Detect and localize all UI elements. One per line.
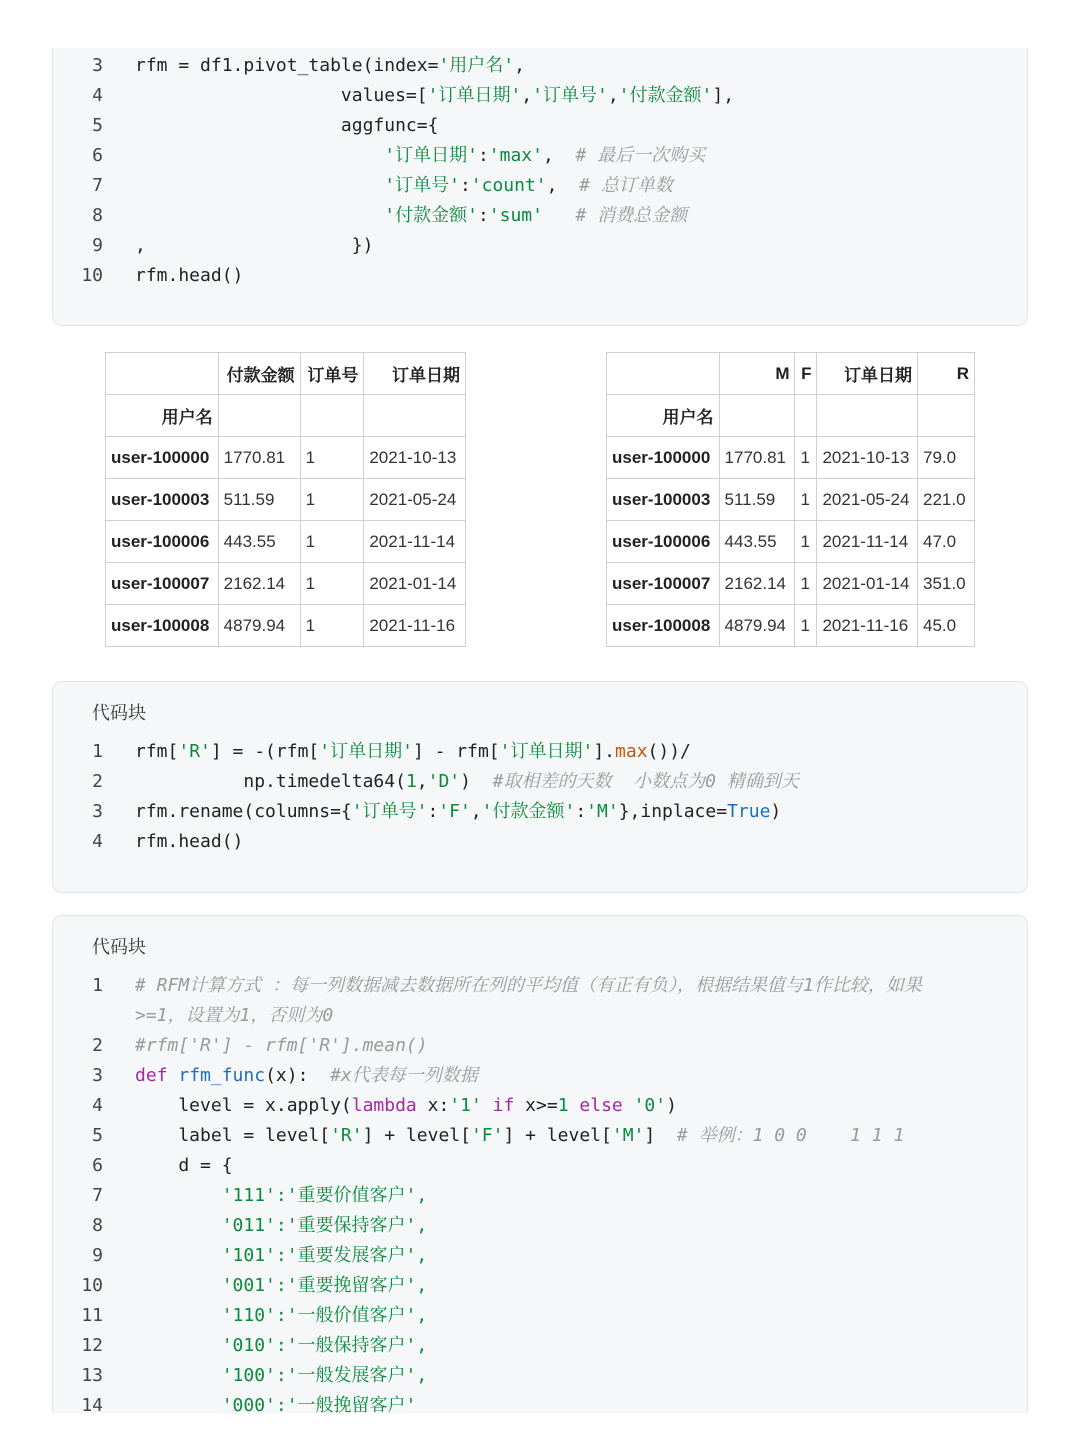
code-text: d = { [135, 1155, 233, 1176]
column-header: F [795, 353, 817, 395]
table-header-row [607, 353, 975, 395]
code-text: '订单日期':'max', # 最后一次购买 [384, 145, 706, 166]
code-text: '付款金额':'sum' # 消费总金额 [384, 205, 688, 226]
code-text: '100':'一般发展客户', [135, 1365, 428, 1386]
table-row [106, 521, 466, 563]
table-cell: 1 [300, 521, 364, 563]
code-text: rfm.head() [135, 265, 244, 286]
table-cell: 443.55 [218, 521, 300, 563]
code-text: rfm = df1.pivot_table(index='用户名', [135, 55, 525, 76]
table-cell: 511.59 [218, 479, 300, 521]
table-cell: 1 [300, 437, 364, 479]
empty-cell [817, 395, 918, 437]
code-text: '000':'一般挽留客户' [135, 1395, 417, 1413]
table-cell: 2021-11-14 [817, 521, 918, 563]
table-cell: 2021-01-14 [364, 563, 466, 605]
table-cell: 2021-05-24 [364, 479, 466, 521]
code-block-rfm-func: 代码块 1 # RFM计算方式 ：每一列数据减去数据所在列的平均值（有正有负），根据结果值与1作比较，如果 >=1，设置为1，否则为0 2 #rfm['R'] - rfm['R'].mean() 3 def rfm_func(x): #x代表每一列数据 4 level = x.apply(lambda x:'1' if x>=1 else '0') 5 label = level['R'] + level['F'] + level['M'] # 举例：1 0 0 1 1 1 6 d = { 7 '111':'重要价值客户', 8 '011':'重要保持客户', 9 '101':'重要发展客户', 10 '001':'重要挽留客户', 11 '110':'一般价值客户', 12 '010':'一般保持客户', 13 '100':'一般发展客户', 14 '000':'一般挽留客户' [52, 915, 1028, 1413]
code-text: def rfm_func(x): #x代表每一列数据 [135, 1065, 478, 1086]
table-cell: 2021-10-13 [364, 437, 466, 479]
code-text: '001':'重要挽留客户', [135, 1275, 428, 1296]
code-text: '111':'重要价值客户', [135, 1185, 428, 1206]
empty-cell [918, 395, 975, 437]
table-cell: 1770.81 [719, 437, 795, 479]
table-cell: 2021-10-13 [817, 437, 918, 479]
table-row [106, 437, 466, 479]
table-cell: 1 [300, 563, 364, 605]
empty-cell [300, 395, 364, 437]
code-text: values=['订单日期','订单号','付款金额'], [135, 85, 735, 106]
row-index: user-100000 [607, 437, 720, 479]
table-row [106, 563, 466, 605]
code-text: '011':'重要保持客户', [135, 1215, 428, 1236]
code-text: np.timedelta64(1,'D') #取相差的天数 小数点为0 精确到天 [135, 771, 799, 792]
table-cell: 1 [300, 605, 364, 647]
table-cell: 1 [795, 563, 817, 605]
empty-cell [364, 395, 466, 437]
column-header: 订单日期 [364, 353, 466, 395]
table-cell: 351.0 [918, 563, 975, 605]
code-block-pivot: 3 rfm = df1.pivot_table(index='用户名', 4 values=['订单日期','订单号','付款金额'], 5 aggfunc={ 6 '订单日期':'max', # 最后一次购买 7 '订单号':'count', # 总订单数 8 '付款金额':'sum' # 消费总金额 9 , }) 10 rfm.head() [52, 48, 1028, 326]
row-index: user-100003 [106, 479, 219, 521]
code-block-title: 代码块 [92, 937, 146, 958]
dataframe-table-rfm [606, 352, 975, 647]
code-text: label = level['R'] + level['F'] + level['M'] # 举例：1 0 0 1 1 1 [135, 1125, 905, 1146]
table-row [607, 563, 975, 605]
index-name-row [607, 395, 975, 437]
column-header: 订单号 [300, 353, 364, 395]
table-cell: 45.0 [918, 605, 975, 647]
corner-cell [607, 353, 720, 395]
table-cell: 4879.94 [719, 605, 795, 647]
table-row [106, 605, 466, 647]
table-cell: 443.55 [719, 521, 795, 563]
table-row [607, 605, 975, 647]
row-index: user-100007 [607, 563, 720, 605]
table-cell: 511.59 [719, 479, 795, 521]
table-cell: 1 [795, 479, 817, 521]
table-cell: 1 [300, 479, 364, 521]
table-cell: 79.0 [918, 437, 975, 479]
table-cell: 1 [795, 605, 817, 647]
code-comment: # RFM计算方式 ：每一列数据减去数据所在列的平均值（有正有负），根据结果值与1作比较，如果 [135, 975, 922, 996]
column-header: M [719, 353, 795, 395]
index-name: 用户名 [607, 395, 720, 437]
row-index: user-100008 [106, 605, 219, 647]
row-index: user-100006 [106, 521, 219, 563]
code-comment: >=1，设置为1，否则为0 [135, 1005, 334, 1026]
code-text: '110':'一般价值客户', [135, 1305, 428, 1326]
code-text: aggfunc={ [135, 115, 439, 136]
table-cell: 2021-01-14 [817, 563, 918, 605]
empty-cell [795, 395, 817, 437]
table-cell: 47.0 [918, 521, 975, 563]
table-row [607, 479, 975, 521]
code-text: level = x.apply(lambda x:'1' if x>=1 else '0') [135, 1095, 677, 1116]
table-row [607, 521, 975, 563]
index-name: 用户名 [106, 395, 219, 437]
table-cell: 4879.94 [218, 605, 300, 647]
table-cell: 2162.14 [719, 563, 795, 605]
corner-cell [106, 353, 219, 395]
table-cell: 2162.14 [218, 563, 300, 605]
column-header: R [918, 353, 975, 395]
table-header-row [106, 353, 466, 395]
code-text: '101':'重要发展客户', [135, 1245, 428, 1266]
table-row [607, 437, 975, 479]
table-cell: 2021-11-16 [364, 605, 466, 647]
column-header: 订单日期 [817, 353, 918, 395]
table-cell: 2021-11-16 [817, 605, 918, 647]
table-row [106, 479, 466, 521]
table-cell: 221.0 [918, 479, 975, 521]
code-text: , }) [135, 235, 374, 256]
row-index: user-100008 [607, 605, 720, 647]
code-comment: #rfm['R'] - rfm['R'].mean() [135, 1035, 428, 1056]
code-text: rfm['R'] = -(rfm['订单日期'] - rfm['订单日期'].max())/ [135, 741, 691, 762]
table-cell: 2021-11-14 [364, 521, 466, 563]
row-index: user-100000 [106, 437, 219, 479]
index-name-row [106, 395, 466, 437]
code-block-title: 代码块 [92, 703, 146, 724]
row-index: user-100007 [106, 563, 219, 605]
table-cell: 2021-05-24 [817, 479, 918, 521]
row-index: user-100006 [607, 521, 720, 563]
empty-cell [719, 395, 795, 437]
table-cell: 1 [795, 521, 817, 563]
code-text: rfm.rename(columns={'订单号':'F','付款金额':'M'},inplace=True) [135, 801, 782, 822]
row-index: user-100003 [607, 479, 720, 521]
table-cell: 1770.81 [218, 437, 300, 479]
code-block-rfm-compute: 代码块 1 rfm['R'] = -(rfm['订单日期'] - rfm['订单日期'].max())/ 2 np.timedelta64(1,'D') #取相差的天数 小数点为0 精确到天 3 rfm.rename(columns={'订单号':'F','付款金额':'M'},inplace=True) 4 rfm.head() [52, 681, 1028, 893]
code-text: '订单号':'count', # 总订单数 [384, 175, 673, 196]
code-text: rfm.head() [135, 831, 244, 852]
column-header: 付款金额 [218, 353, 300, 395]
code-text: '010':'一般保持客户', [135, 1335, 428, 1356]
table-cell: 1 [795, 437, 817, 479]
empty-cell [218, 395, 300, 437]
dataframe-table-pivot [105, 352, 466, 647]
